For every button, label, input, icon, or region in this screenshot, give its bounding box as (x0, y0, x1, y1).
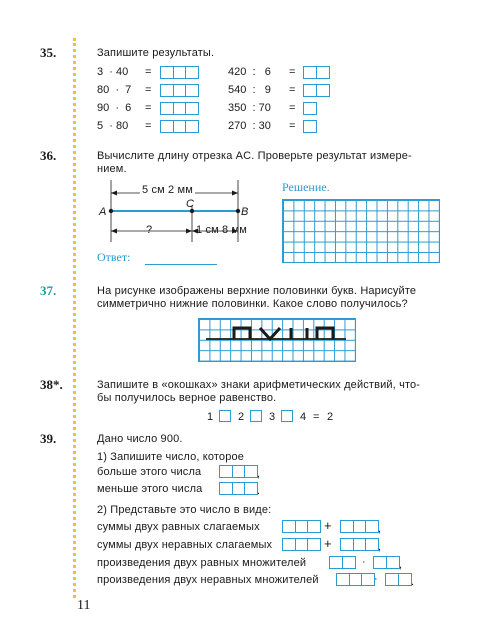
task-38-line-2: бы получилось верное равенство. (97, 392, 277, 404)
top-dimension-label: 5 см 2 мм (142, 184, 193, 196)
equation-row (97, 66, 128, 78)
operand-a: 5 (97, 120, 104, 132)
equals-sign: = (145, 66, 152, 78)
operand-b: 6 (264, 66, 271, 78)
number-1: 1 (207, 411, 214, 423)
operator-box[interactable] (281, 410, 292, 422)
answer-boxes[interactable] (160, 102, 198, 115)
operator: · (109, 120, 113, 132)
number-2: 2 (238, 411, 245, 423)
solution-label: Решение. (282, 180, 330, 194)
task-35-number: 35. (40, 45, 57, 60)
point-b-label: B (241, 206, 249, 218)
equals-sign: = (145, 120, 152, 132)
factor-2-boxes[interactable] (373, 556, 398, 569)
point-a-label: A (99, 206, 107, 218)
task-38-line-1: Запишите в «окошках» знаки арифметических действий, что- (97, 379, 421, 391)
answer-boxes[interactable] (303, 66, 328, 79)
operator-box[interactable] (250, 410, 261, 422)
operand-a: 540 (228, 84, 247, 96)
times-sign: · (374, 573, 378, 585)
smaller-number-boxes[interactable] (219, 482, 257, 495)
period: . (257, 485, 261, 497)
sum-unequal-label: суммы двух неравных слагаемых (97, 539, 273, 551)
answer-boxes[interactable] (160, 66, 198, 79)
answer-boxes[interactable] (303, 120, 316, 133)
operator: · (115, 84, 120, 96)
equation-row (97, 102, 131, 114)
operator: : (252, 66, 256, 78)
task-36-line-2: нием. (97, 163, 127, 175)
equals-sign: = (145, 84, 152, 96)
addend-2-boxes[interactable] (340, 538, 378, 551)
operand-b: 40 (115, 66, 129, 78)
period: . (411, 576, 415, 588)
addend-1-boxes[interactable] (282, 538, 320, 551)
operator-box[interactable] (219, 410, 230, 422)
product-unequal-label: произведения двух неравных множителей (97, 574, 319, 586)
unknown-length-label: ? (146, 224, 153, 236)
number-4: 4 (300, 411, 307, 423)
task-37-number: 37. (40, 283, 57, 298)
operand-b: 30 (258, 120, 271, 132)
operand-b: 80 (115, 120, 129, 132)
equation-row (97, 120, 128, 132)
comma: , (399, 559, 403, 571)
task-39-number: 39. (40, 431, 57, 446)
task-36-number: 36. (40, 148, 57, 163)
equals-sign: = (289, 102, 296, 114)
number-3: 3 (269, 411, 276, 423)
factor-2-boxes[interactable] (385, 573, 410, 586)
operand-b: 9 (264, 84, 271, 96)
factor-1-boxes[interactable] (336, 573, 374, 586)
page-margin-dots (73, 38, 76, 598)
part-1-line-3: меньше этого числа (97, 483, 203, 495)
comma: , (378, 523, 382, 535)
task-36-line-1: Вычислите длину отрезка AC. Проверьте результат измере- (97, 150, 412, 162)
plus-sign: + (324, 536, 332, 551)
answer-boxes[interactable] (303, 84, 328, 97)
answer-boxes[interactable] (303, 102, 316, 115)
operand-a: 90 (97, 102, 110, 114)
task-37-line-2: симметрично нижние половинки. Какое слово получилось? (97, 298, 408, 310)
equation-row (228, 66, 271, 78)
answer-line[interactable] (145, 264, 217, 265)
equation-row (228, 84, 271, 96)
task-38-number: 38*. (40, 377, 63, 392)
page-number: 11 (77, 598, 91, 613)
operand-a: 350 (228, 102, 247, 114)
equals-sign: = (289, 84, 296, 96)
equals-sign: = (145, 102, 152, 114)
comma: , (378, 541, 382, 553)
operator: · (115, 102, 120, 114)
operand-a: 420 (228, 66, 247, 78)
part-1-line-2: больше этого числа (97, 466, 202, 478)
equation-row (97, 84, 131, 96)
answer-boxes[interactable] (160, 120, 198, 133)
operand-a: 270 (228, 120, 247, 132)
operand-a: 3 (97, 66, 104, 78)
point-c-label: C (186, 198, 195, 210)
bottom-dimension-label: 1 см 8 мм (196, 224, 247, 236)
task-39-intro: Дано число 900. (97, 433, 183, 445)
part-2-line: 2) Представьте это число в виде: (97, 504, 272, 516)
comma: , (257, 468, 261, 480)
operator: : (252, 102, 256, 114)
operand-b: 6 (125, 102, 132, 114)
task-37-line-1: На рисунке изображены верхние половинки букв. Нарисуйте (97, 285, 417, 297)
part-1-line-1: 1) Запишите число, которое (97, 451, 245, 463)
solution-grid[interactable] (282, 199, 440, 263)
operator: · (109, 66, 113, 78)
task-35-title: Запишите результаты. (97, 47, 215, 59)
result-number: 2 (327, 411, 334, 423)
equals-sign: = (289, 120, 296, 132)
equation-row (228, 102, 271, 114)
operator: : (252, 120, 256, 132)
plus-sign: + (324, 518, 332, 533)
addend-2-boxes[interactable] (340, 520, 378, 533)
operand-b: 70 (258, 102, 271, 114)
addend-1-boxes[interactable] (282, 520, 320, 533)
answer-boxes[interactable] (160, 84, 198, 97)
answer-label: Ответ: (97, 250, 131, 264)
equation-row (228, 120, 271, 132)
operand-b: 7 (125, 84, 132, 96)
operand-a: 80 (97, 84, 110, 96)
times-sign: · (362, 556, 366, 568)
product-equal-label: произведения двух равных множителей (97, 557, 307, 569)
sum-equal-label: суммы двух равных слагаемых (97, 521, 260, 533)
factor-1-boxes[interactable] (329, 556, 354, 569)
equals-sign: = (313, 411, 320, 423)
equals-sign: = (289, 66, 296, 78)
letter-halves-drawing (198, 318, 354, 360)
operator: : (252, 84, 256, 96)
greater-number-boxes[interactable] (219, 465, 257, 478)
